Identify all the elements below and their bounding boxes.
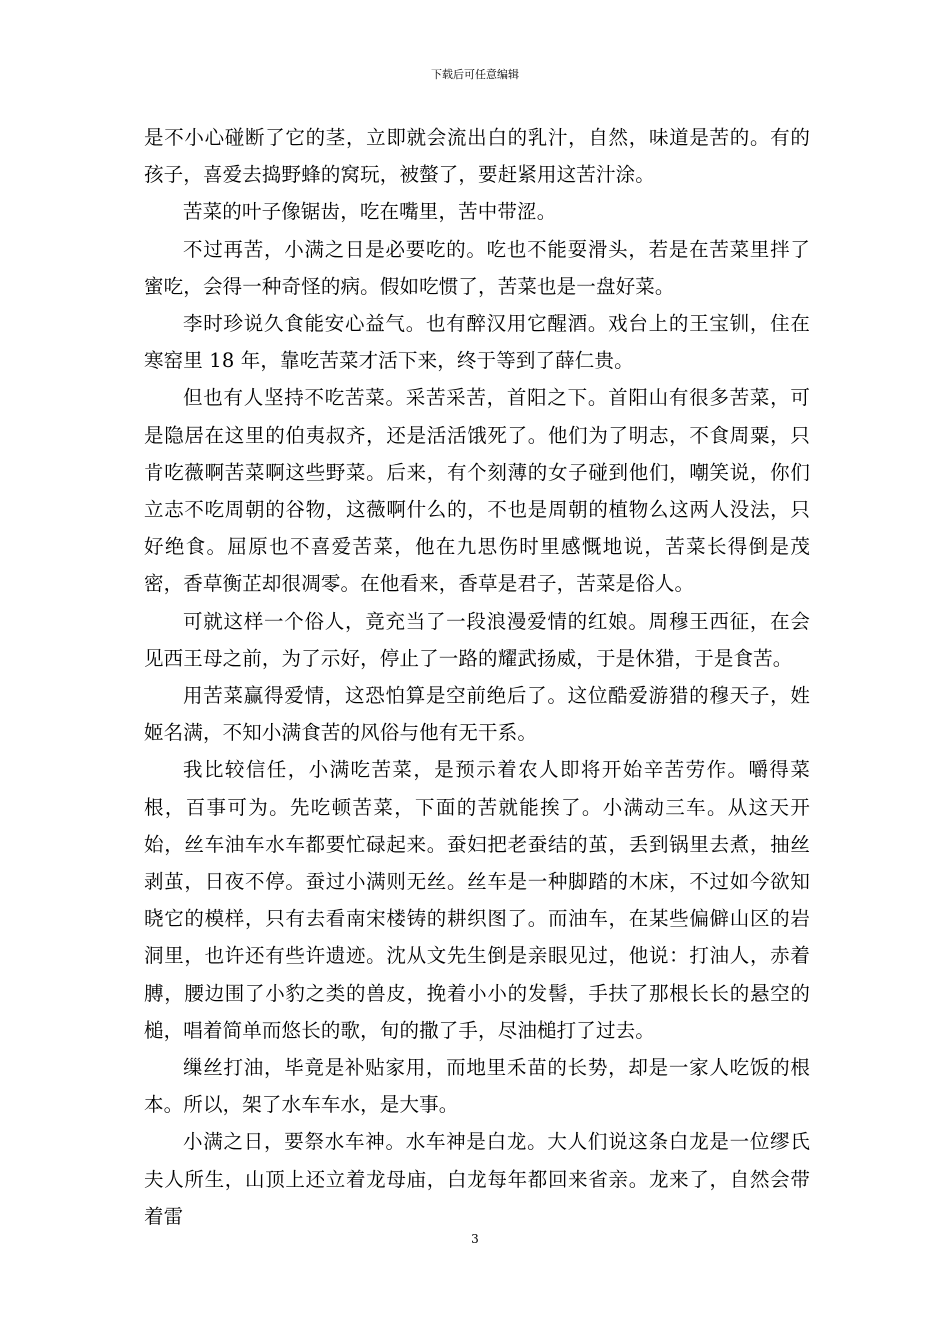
page-header: 下载后可任意编辑 bbox=[431, 68, 519, 81]
paragraph-2: 苦菜的叶子像锯齿，吃在嘴里，苦中带涩。 bbox=[183, 200, 557, 224]
paragraph-8: 我比较信任，小满吃苦菜，是预示着农人即将开始辛苦劳作。嚼得菜根，百事可为。先吃顿苦菜，下面的苦就能挨了。小满动三车。从这天开始，丝车油车水车都要忙碌起来。蚕妇把老蚕结的茧，丢到锅里去煮，抽丝剥茧，日夜不停。蚕过小满则无丝。丝车是一种脚踏的木床，不过如今欲知晓它的模样，只有去看南宋楼铸的耕织图了。而油车，在某些偏僻山区的岩洞里，也许还有些许遗迹。沈从文先生倒是亲眼见过，他说：打油人，赤着膊，腰边围了小豹之类的兽皮，挽着小小的发髻，手扶了那根长长的悬空的槌，唱着简单而悠长的歌，旬的撒了手，尽油槌打了过去。 bbox=[144, 758, 810, 1042]
paragraph-9: 缫丝打油，毕竟是补贴家用，而地里禾苗的长势，却是一家人吃饭的根本。所以，架了水车车水，是大事。 bbox=[144, 1056, 810, 1117]
paragraph-1: 是不小心碰断了它的茎，立即就会流出白的乳汁，自然，味道是苦的。有的孩子，喜爱去捣野蜂的窝玩，被螫了，要赶紧用这苦汁涂。 bbox=[144, 126, 810, 187]
paragraph-6: 可就这样一个俗人，竟充当了一段浪漫爱情的红娘。周穆王西征，在会见西王母之前，为了示好，停止了一路的耀武扬威，于是休猎，于是食苦。 bbox=[144, 609, 810, 670]
paragraph-4: 李时珍说久食能安心益气。也有醉汉用它醒酒。戏台上的王宝钏，住在寒窑里 18 年，靠吃苦菜才活下来，终于等到了薛仁贵。 bbox=[144, 312, 810, 373]
paragraph-10: 小满之日，要祭水车神。水车神是白龙。大人们说这条白龙是一位缪氏夫人所生，山顶上还立着龙母庙，白龙每年都回来省亲。龙来了，自然会带着雷 bbox=[144, 1130, 810, 1228]
paragraph-7: 用苦菜赢得爱情，这恐怕算是空前绝后了。这位酷爱游猎的穆天子，姓姬名满，不知小满食苦的风俗与他有无干系。 bbox=[144, 684, 810, 745]
page-number: 3 bbox=[471, 1232, 479, 1246]
paragraph-3: 不过再苦，小满之日是必要吃的。吃也不能耍滑头，若是在苦菜里拌了蜜吃，会得一种奇怪的病。假如吃惯了，苦菜也是一盘好菜。 bbox=[144, 237, 810, 298]
paragraph-5: 但也有人坚持不吃苦菜。采苦采苦，首阳之下。首阳山有很多苦菜，可是隐居在这里的伯夷叔齐，还是活活饿死了。他们为了明志，不食周粟，只肯吃薇啊苦菜啊这些野菜。后来，有个刻薄的女子碰到他们，嘲笑说，你们立志不吃周朝的谷物，这薇啊什么的，不也是周朝的植物么这两人没法，只好绝食。屈原也不喜爱苦菜，他在九思伤时里感慨地说，苦菜长得倒是茂密，香草衡芷却很凋零。在他看来，香草是君子，苦菜是俗人。 bbox=[144, 386, 810, 596]
document-body bbox=[144, 119, 810, 1235]
